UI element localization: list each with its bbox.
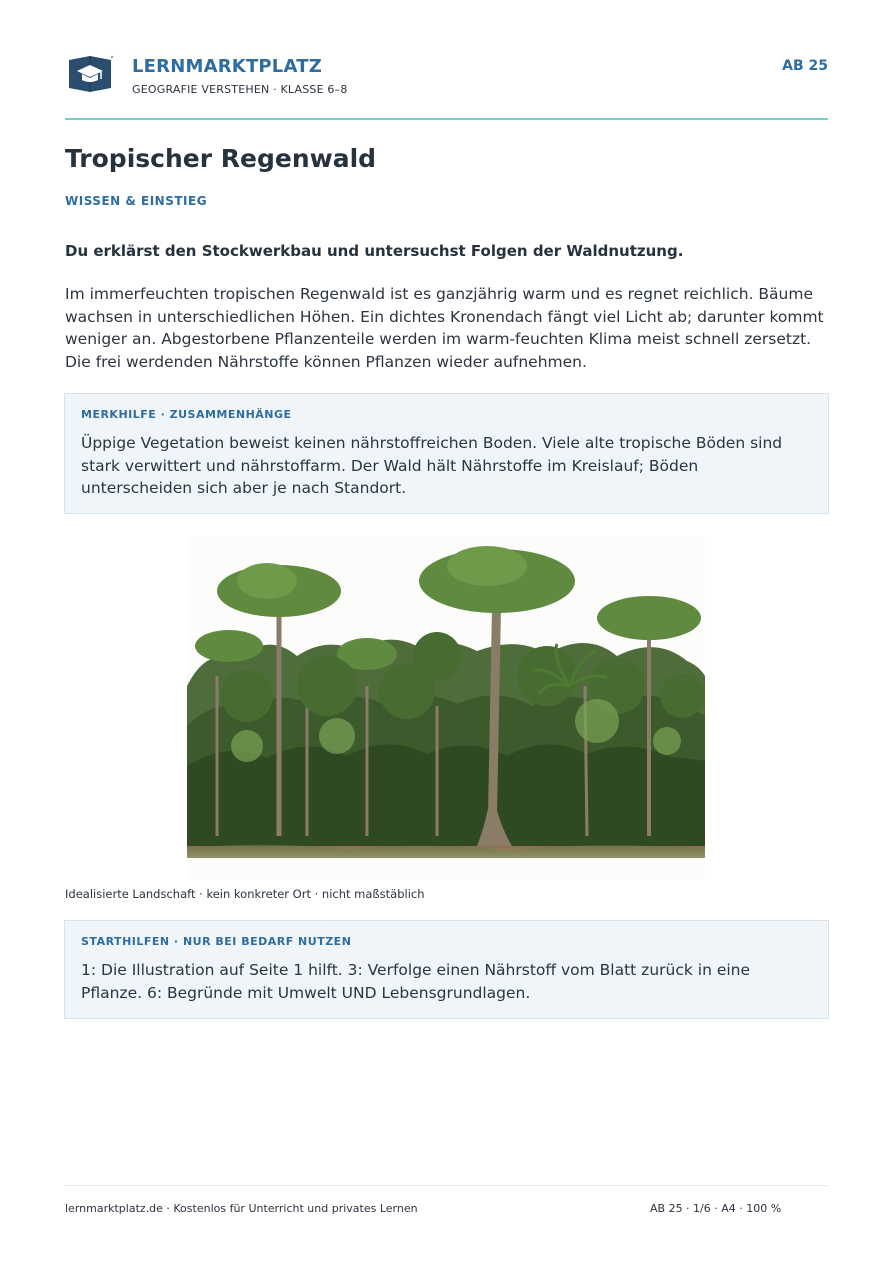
help-box-label: STARTHILFEN · NUR BEI BEDARF NUTZEN — [81, 935, 352, 948]
graduation-cap-book-icon — [67, 54, 113, 92]
hint-box — [64, 393, 829, 514]
learning-goal: Du erklärst den Stockwerkbau und untersuchst Folgen der Waldnutzung. — [65, 242, 684, 260]
hint-box-text: Üppige Vegetation beweist keinen nährstoffreichen Boden. Viele alte tropische Böden sind stark verwittert und nährstoffarm. Der Wald hält Nährstoffe im Kreislauf; Böden unterscheiden sich aber je nach Standort. — [81, 434, 783, 497]
help-box-text: 1: Die Illustration auf Seite 1 hilft. 3: Verfolge einen Nährstoff vom Blatt zurück in eine Pflanze. 6: Begründe mit Umwelt UND Lebensgrundlagen. — [81, 961, 751, 1002]
figure-caption: Idealisierte Landschaft · kein konkreter Ort · nicht maßstäblich — [65, 887, 425, 901]
page-header — [65, 52, 828, 102]
footer-divider — [65, 1185, 828, 1186]
intro-paragraph: Im immerfeuchten tropischen Regenwald ist es ganzjährig warm und es regnet reichlich. Bäume wachsen in unterschiedlichen Höhen. Ein dichtes Kronendach fängt viel Licht ab; darunter kommt weniger an. Abgestorbene Pflanzenteile werden im warm-feuchten Klima meist schnell zersetzt. Die frei werdenden Nährstoffe können Pflanzen wieder aufnehmen. — [65, 285, 824, 371]
footer-page-info: AB 25 · 1/6 · A4 · 100 % — [650, 1202, 782, 1215]
footer-website: lernmarktplatz.de · Kostenlos für Unterricht und privates Lernen — [65, 1202, 418, 1215]
brand-subtitle: GEOGRAFIE VERSTEHEN · KLASSE 6–8 — [132, 83, 348, 96]
section-kicker: WISSEN & EINSTIEG — [65, 194, 208, 208]
help-box — [64, 920, 829, 1019]
rainforest-illustration — [187, 536, 705, 880]
rainforest-image — [187, 536, 705, 880]
hint-box-label: MERKHILFE · ZUSAMMENHÄNGE — [81, 408, 292, 421]
brand-name: LERNMARKTPLATZ — [132, 56, 322, 77]
page-title: Tropischer Regenwald — [65, 144, 377, 173]
sheet-number: AB 25 — [782, 58, 828, 74]
header-divider — [65, 118, 828, 120]
